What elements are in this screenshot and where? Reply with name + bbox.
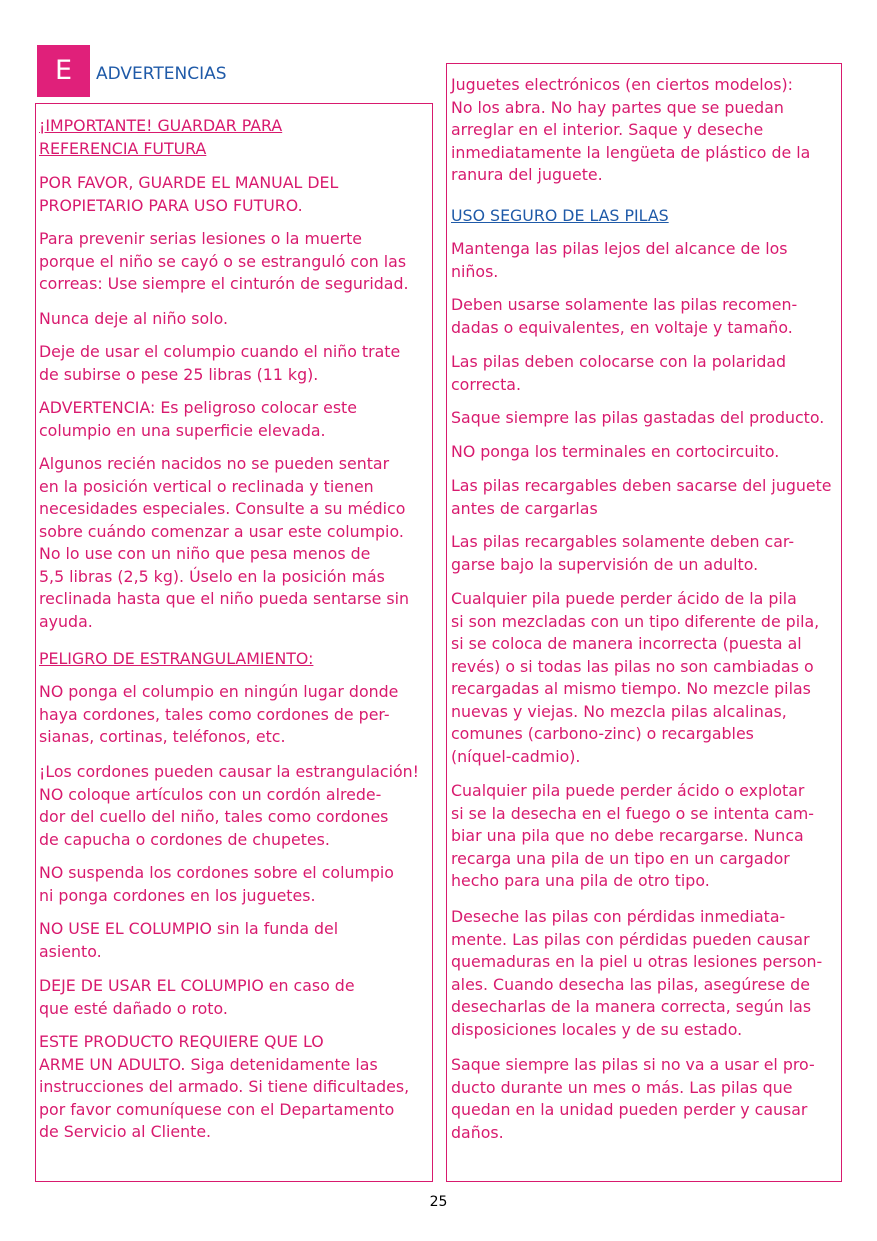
text-line: reclinada hasta que el niño pueda sentarse sin — [39, 589, 409, 608]
text-line: quedan en la unidad pueden perder y causar — [451, 1100, 808, 1119]
text-line: Para prevenir serias lesiones o la muerte — [39, 229, 363, 248]
text-line: PROPIETARIO PARA USO FUTURO. — [39, 195, 303, 215]
battery-explode-paragraph — [451, 780, 814, 893]
text-line: columpio en una superficie elevada. — [39, 420, 326, 440]
text-line: NO suspenda los cordones sobre el columpio — [39, 863, 394, 882]
rechargeable-supervision-paragraph — [451, 531, 794, 576]
text-line: Nunca deje al niño solo. — [39, 309, 228, 328]
battery-recommended-paragraph — [451, 294, 797, 339]
heading-line: REFERENCIA FUTURA — [39, 138, 207, 158]
battery-remove-used-paragraph — [451, 407, 824, 430]
text-line: necesidades especiales. Consulte a su médico — [39, 499, 406, 518]
text-line: mente. Las pilas con pérdidas pueden causar — [451, 929, 810, 949]
language-badge: E — [37, 45, 90, 97]
text-line: ales. Cuando desecha las pilas, asegúrese de — [451, 974, 810, 994]
text-line: asiento. — [39, 941, 102, 961]
text-line: si son mezcladas con un tipo diferente de pila, — [451, 611, 820, 631]
page-number: 25 — [429, 1194, 448, 1210]
text-line: No los abra. No hay partes que se puedan — [451, 97, 784, 117]
text-line: ni ponga cordones en los juguetes. — [39, 885, 316, 905]
text-line: en la posición vertical o reclinada y tienen — [39, 476, 374, 496]
text-line: dor del cuello del niño, tales como cordones — [39, 807, 389, 826]
text-line: DEJE DE USAR EL COLUMPIO en caso de — [39, 976, 355, 995]
battery-dispose-paragraph — [451, 906, 822, 1041]
battery-short-circuit-paragraph — [451, 441, 779, 464]
text-line: Juguetes electrónicos (en ciertos modelos): — [451, 75, 793, 94]
text-line: Deseche las pilas con pérdidas inmediata- — [451, 907, 786, 926]
cords-neck-paragraph — [39, 761, 419, 851]
text-line: ESTE PRODUCTO REQUIERE QUE LO — [39, 1032, 324, 1051]
text-line: Las pilas recargables solamente deben car- — [451, 532, 795, 551]
text-line: Deje de usar el columpio cuando el niño trate — [39, 342, 401, 361]
text-line: Cualquier pila puede perder ácido o explotar — [451, 781, 805, 800]
battery-heading — [451, 205, 669, 228]
text-line: nuevas y viejas. No mezcla pilas alcalinas, — [451, 701, 787, 721]
seat-cover-paragraph — [39, 918, 338, 963]
text-line: ranura del juguete. — [451, 165, 603, 184]
text-line: No lo use con un niño que pesa menos de — [39, 544, 371, 563]
section-title: ADVERTENCIAS — [96, 64, 227, 84]
text-line: instrucciones del armado. Si tiene dificultades, — [39, 1077, 410, 1096]
text-line: Mantenga las pilas lejos del alcance de los — [451, 239, 788, 258]
text-line: ayuda. — [39, 611, 93, 631]
text-line: NO USE EL COLUMPIO sin la funda del — [39, 919, 339, 938]
rechargeable-remove-paragraph — [451, 475, 832, 520]
strangulation-heading — [39, 648, 313, 671]
text-line: ducto durante un mes o más. Las pilas que — [451, 1077, 793, 1097]
text-line: de capucha o cordones de chupetes. — [39, 829, 330, 849]
text-line: de subirse o pese 25 libras (11 kg). — [39, 364, 319, 384]
text-line: correcta. — [451, 374, 522, 394]
battery-storage-paragraph — [451, 1054, 815, 1144]
heading-line: PELIGRO DE ESTRANGULAMIENTO: — [39, 649, 314, 668]
keep-manual-paragraph — [39, 172, 338, 217]
text-line: Saque siempre las pilas si no va a usar el pro- — [451, 1055, 815, 1074]
text-line: recarga una pila de un tipo en un cargador — [451, 848, 790, 868]
text-line: haya cordones, tales como cordones de per- — [39, 704, 390, 724]
important-heading — [39, 115, 282, 160]
text-line: (níquel-cadmio). — [451, 746, 581, 766]
text-line: ¡Los cordones pueden causar la estrangulación! — [39, 762, 419, 781]
newborn-paragraph — [39, 453, 409, 633]
text-line: porque el niño se cayó o se estranguló con las — [39, 251, 407, 271]
text-line: ADVERTENCIA: Es peligroso colocar este — [39, 398, 357, 417]
stop-using-paragraph — [39, 341, 400, 386]
text-line: POR FAVOR, GUARDE EL MANUAL DEL — [39, 173, 339, 192]
text-line: por favor comuníquese con el Departamento — [39, 1099, 395, 1119]
text-line: quemaduras en la piel u otras lesiones person- — [451, 952, 823, 971]
suspend-cords-paragraph — [39, 862, 394, 907]
damaged-paragraph — [39, 975, 355, 1020]
text-line: NO coloque artículos con un cordón alrede- — [39, 784, 382, 804]
text-line: niños. — [451, 261, 499, 281]
text-line: Las pilas deben colocarse con la polaridad — [451, 352, 787, 371]
text-line: Deben usarse solamente las pilas recomen- — [451, 295, 798, 314]
never-leave-alone-paragraph — [39, 308, 228, 331]
text-line: disposiciones locales y de su estado. — [451, 1019, 743, 1039]
text-line: biar una pila que no debe recargarse. Nunca — [451, 826, 804, 845]
text-line: inmediatamente la lengüeta de plástico de la — [451, 142, 811, 162]
text-line: desecharlas de la manera correcta, según las — [451, 997, 812, 1016]
text-line: 5,5 libras (2,5 kg). Úselo en la posición más — [39, 566, 385, 586]
seat-belt-paragraph — [39, 228, 409, 296]
text-line: que esté dañado o roto. — [39, 998, 228, 1018]
text-line: NO ponga el columpio en ningún lugar donde — [39, 682, 399, 701]
text-line: antes de cargarlas — [451, 498, 598, 518]
elevated-surface-paragraph — [39, 397, 357, 442]
text-line: arreglar en el interior. Saque y deseche — [451, 120, 764, 139]
text-line: ARME UN ADULTO. Siga detenidamente las — [39, 1054, 378, 1074]
text-line: Cualquier pila puede perder ácido de la pila — [451, 589, 797, 608]
battery-leak-mixing-paragraph — [451, 588, 819, 768]
text-line: correas: Use siempre el cinturón de seguridad. — [39, 274, 409, 293]
text-line: dadas o equivalentes, en voltaje y tamaño. — [451, 317, 793, 337]
text-line: si se coloca de manera incorrecta (puesta al — [451, 634, 802, 653]
text-line: daños. — [451, 1122, 504, 1142]
text-line: sobre cuándo comenzar a usar este columpio. — [39, 521, 404, 541]
adult-assembly-paragraph — [39, 1031, 409, 1144]
text-line: Algunos recién nacidos no se pueden sentar — [39, 454, 390, 473]
heading-line: USO SEGURO DE LAS PILAS — [451, 206, 669, 225]
text-line: revés) o si todas las pilas no son cambiadas o — [451, 656, 814, 676]
text-line: comunes (carbono-zinc) o recargables — [451, 724, 754, 743]
text-line: NO ponga los terminales en cortocircuito. — [451, 442, 780, 461]
battery-reach-paragraph — [451, 238, 788, 283]
battery-polarity-paragraph — [451, 351, 786, 396]
text-line: si se la desecha en el fuego o se intenta cam- — [451, 803, 815, 823]
text-line: sianas, cortinas, teléfonos, etc. — [39, 727, 286, 746]
text-line: Saque siempre las pilas gastadas del producto. — [451, 408, 825, 427]
text-line: garse bajo la supervisión de un adulto. — [451, 554, 759, 574]
electronic-toys-paragraph — [451, 74, 810, 187]
heading-line: ¡IMPORTANTE! GUARDAR PARA — [39, 116, 283, 135]
text-line: de Servicio al Cliente. — [39, 1122, 212, 1141]
text-line: Las pilas recargables deben sacarse del juguete — [451, 476, 832, 495]
text-line: recargadas al mismo tiempo. No mezcle pilas — [451, 679, 811, 698]
text-line: hecho para una pila de otro tipo. — [451, 871, 710, 890]
cords-location-paragraph — [39, 681, 398, 749]
